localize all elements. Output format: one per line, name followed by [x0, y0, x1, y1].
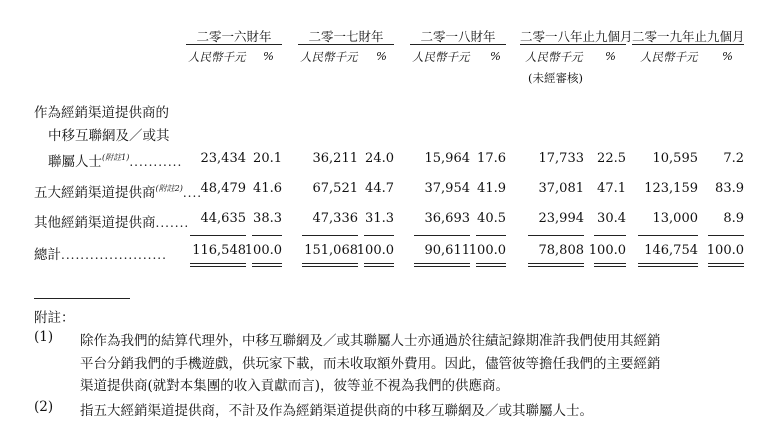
total-double-rule — [190, 263, 246, 264]
total-double-rule — [364, 263, 394, 264]
subheader-percent: % — [605, 49, 616, 63]
cell-total-amount: 146,754 — [644, 243, 698, 258]
cell-percent: 38.3 — [253, 211, 282, 226]
row-label-line — [48, 150, 182, 170]
cell-percent: 47.1 — [597, 181, 626, 196]
note-text-line: 除作為我們的結算代理外，中移互聯網及／或其聯屬人士亦通過於往績記錄期准許我們使用其經銷 — [80, 333, 661, 349]
notes-separator — [34, 298, 130, 299]
cell-amount: 23,434 — [200, 151, 246, 166]
subtotal-rule — [302, 235, 358, 236]
total-double-rule — [252, 263, 282, 264]
note-text-line: 平台分銷我們的手機遊戲，供玩家下載，而未收取額外費用。因此，儘管彼等擔任我們的主要經銷 — [80, 356, 661, 372]
subheader-percent: % — [490, 49, 501, 63]
total-double-rule — [414, 266, 470, 267]
cell-percent: 22.5 — [597, 151, 626, 166]
subtotal-rule — [708, 235, 744, 236]
subheader-amount: 人民幣千元 — [640, 50, 698, 64]
period-underline — [520, 44, 626, 45]
cell-percent: 24.0 — [365, 151, 394, 166]
total-double-rule — [594, 263, 626, 264]
cell-amount: 37,081 — [538, 181, 584, 196]
leader-dots: ........... — [129, 155, 183, 169]
note-text-line: 指五大經銷渠道提供商，不計及作為經銷渠道提供商的中移互聯網及／或其聯屬人士。 — [80, 403, 593, 419]
subtotal-rule — [528, 235, 584, 236]
cell-amount: 36,211 — [312, 151, 358, 166]
cell-percent: 7.2 — [723, 151, 744, 166]
row-label-line — [34, 211, 189, 231]
subtotal-rule — [414, 235, 470, 236]
cell-amount: 123,159 — [644, 181, 698, 196]
cell-percent: 20.1 — [253, 151, 282, 166]
cell-total-percent: 100.0 — [244, 243, 282, 258]
subheader-amount: 人民幣千元 — [188, 50, 246, 64]
cell-percent: 30.4 — [597, 211, 626, 226]
cell-total-amount: 90,611 — [424, 243, 470, 258]
cell-amount: 36,693 — [424, 211, 470, 226]
row-label-line — [34, 243, 167, 263]
total-double-rule — [476, 263, 506, 264]
cell-percent: 44.7 — [365, 181, 394, 196]
cell-percent: 41.6 — [253, 181, 282, 196]
row-label-line: 中移互聯網及／或其 — [48, 128, 170, 144]
total-double-rule — [638, 263, 698, 264]
cell-amount: 48,479 — [200, 181, 246, 196]
cell-total-percent: 100.0 — [468, 243, 506, 258]
row-label-line — [34, 181, 202, 201]
subtotal-rule — [594, 235, 626, 236]
cell-amount: 37,954 — [424, 181, 470, 196]
subtotal-rule — [476, 235, 506, 236]
note-ref: (附註1) — [102, 153, 130, 162]
cell-amount: 44,635 — [200, 211, 246, 226]
period-underline — [186, 44, 282, 45]
subheader-percent: % — [263, 49, 274, 63]
subheader-percent: % — [376, 49, 387, 63]
row-label-text: 總計 — [34, 247, 61, 263]
subtotal-rule — [638, 235, 698, 236]
cell-amount: 13,000 — [652, 211, 698, 226]
total-double-rule — [364, 266, 394, 267]
leader-dots: ...................... — [61, 248, 167, 262]
period-header-fy2017: 二零一七財年 — [308, 29, 384, 44]
notes-heading: 附註： — [34, 310, 75, 326]
total-double-rule — [476, 266, 506, 267]
period-header-fy2018: 二零一八財年 — [420, 29, 496, 44]
cell-total-percent: 100.0 — [588, 243, 626, 258]
cell-total-amount: 116,548 — [192, 243, 246, 258]
cell-percent: 83.9 — [715, 181, 744, 196]
cell-total-amount: 151,068 — [304, 243, 358, 258]
note-text-line: 渠道提供商(就對本集團的收入貢獻而言)，彼等並不視為我們的供應商。 — [80, 378, 510, 394]
subheader-amount: 人民幣千元 — [300, 50, 358, 64]
total-double-rule — [252, 266, 282, 267]
period-underline — [298, 44, 394, 45]
subtotal-rule — [252, 235, 282, 236]
cell-total-amount: 78,808 — [538, 243, 584, 258]
total-double-rule — [528, 263, 584, 264]
period-header-9m2018: 二零一八年止九個月 — [520, 29, 633, 44]
row-label-text: 五大經銷渠道提供商 — [34, 185, 156, 201]
period-underline — [632, 44, 744, 45]
unaudited-label: (未經審核) — [528, 71, 583, 85]
total-double-rule — [638, 266, 698, 267]
subheader-amount: 人民幣千元 — [412, 50, 470, 64]
row-label-text: 聯屬人士 — [48, 154, 102, 170]
row-label-line: 作為經銷渠道提供商的 — [34, 105, 169, 121]
leader-dots: ....... — [155, 216, 190, 230]
leader-dots: .... — [182, 186, 203, 200]
cell-percent: 31.3 — [365, 211, 394, 226]
total-double-rule — [302, 263, 358, 264]
period-header-fy2016: 二零一六財年 — [196, 29, 272, 44]
total-double-rule — [302, 266, 358, 267]
cell-percent: 40.5 — [477, 211, 506, 226]
subheader-percent: % — [722, 49, 733, 63]
period-header-9m2019: 二零一九年止九個月 — [632, 29, 745, 44]
total-double-rule — [708, 266, 744, 267]
cell-total-percent: 100.0 — [356, 243, 394, 258]
note-marker: (2) — [34, 399, 54, 415]
note-ref: (附註2) — [155, 184, 183, 193]
cell-percent: 8.9 — [723, 211, 744, 226]
note-marker: (1) — [34, 329, 54, 345]
cell-percent: 17.6 — [477, 151, 506, 166]
cell-amount: 67,521 — [312, 181, 358, 196]
total-double-rule — [594, 266, 626, 267]
total-double-rule — [528, 266, 584, 267]
cell-amount: 47,336 — [312, 211, 358, 226]
cell-amount: 10,595 — [652, 151, 698, 166]
total-double-rule — [708, 263, 744, 264]
cell-amount: 17,733 — [538, 151, 584, 166]
cell-total-percent: 100.0 — [706, 243, 744, 258]
subtotal-rule — [364, 235, 394, 236]
total-double-rule — [190, 266, 246, 267]
cell-amount: 23,994 — [538, 211, 584, 226]
cell-amount: 15,964 — [424, 151, 470, 166]
subtotal-rule — [190, 235, 246, 236]
period-underline — [410, 44, 506, 45]
subheader-amount: 人民幣千元 — [525, 50, 583, 64]
cell-percent: 41.9 — [477, 181, 506, 196]
total-double-rule — [414, 263, 470, 264]
row-label-text: 其他經銷渠道提供商 — [34, 215, 156, 231]
